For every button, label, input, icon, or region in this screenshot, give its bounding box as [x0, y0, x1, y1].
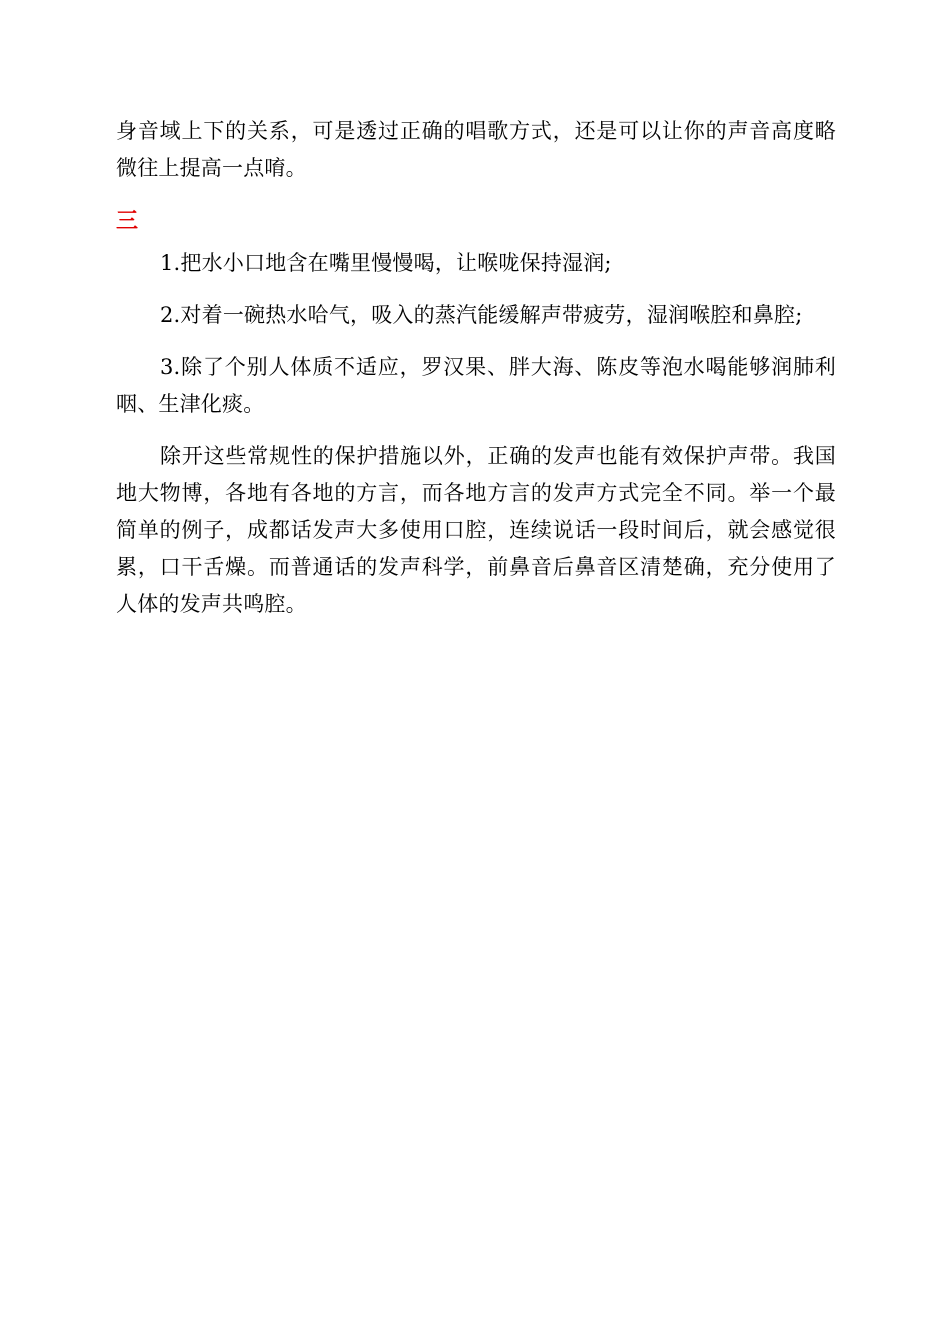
list-item: 1.把水小口地含在嘴里慢慢喝，让喉咙保持湿润;: [160, 251, 612, 275]
document-body: [116, 113, 836, 623]
closing-paragraph: 除开这些常规性的保护措施以外，正确的发声也能有效保护声带。我国地大物博，各地有各地的方言，而各地方言的发声方式完全不同。举一个最简单的例子，成都话发声大多使用口腔，连续说话一段时间后，就会感觉很累，口干舌燥。而普通话的发声科学，前鼻音后鼻音区清楚确，充分使用了人体的发声共鸣腔。: [116, 444, 836, 616]
section-heading: 三: [116, 209, 139, 234]
list-item: 2.对着一碗热水哈气，吸入的蒸汽能缓解声带疲劳，湿润喉腔和鼻腔;: [160, 303, 803, 327]
intro-paragraph: 身音域上下的关系，可是透过正确的唱歌方式，还是可以让你的声音高度略微往上提高一点唷。: [116, 119, 836, 180]
list-item: 3.除了个别人体质不适应，罗汉果、胖大海、陈皮等泡水喝能够润肺利咽、生津化痰。: [116, 355, 836, 416]
